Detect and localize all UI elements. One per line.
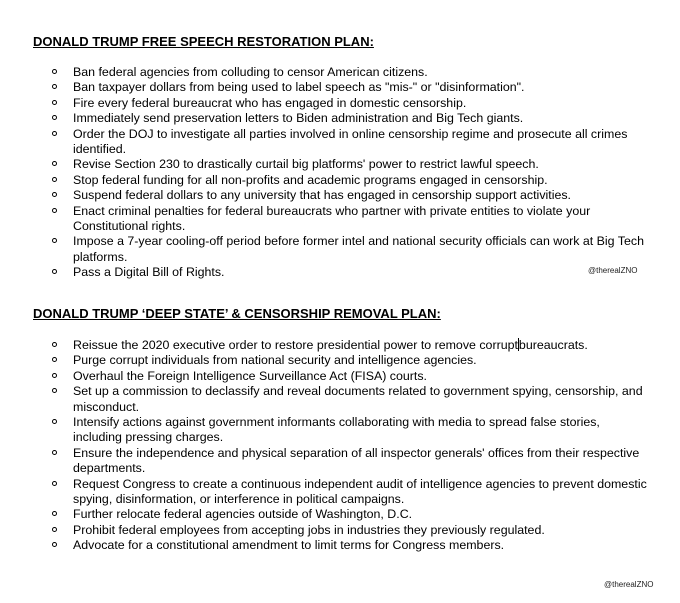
bullet-icon bbox=[52, 177, 57, 182]
list-item: Suspend federal dollars to any university that has engaged in censorship support activities. bbox=[52, 188, 652, 203]
list-item: Advocate for a constitutional amendment to limit terms for Congress members. bbox=[52, 538, 652, 553]
list-item: Revise Section 230 to drastically curtail big platforms' power to restrict lawful speech. bbox=[52, 157, 652, 172]
bullet-icon bbox=[52, 69, 57, 74]
bullet-icon bbox=[52, 419, 57, 424]
bullet-icon bbox=[52, 115, 57, 120]
deep-state-plan-list bbox=[52, 338, 652, 554]
free-speech-plan-title: DONALD TRUMP FREE SPEECH RESTORATION PLAN: bbox=[33, 34, 374, 49]
bullet-icon bbox=[52, 527, 57, 532]
bullet-icon bbox=[52, 357, 57, 362]
list-item: Stop federal funding for all non-profits and academic programs engaged in censorship. bbox=[52, 173, 652, 188]
list-item: Set up a commission to declassify and reveal documents related to government spying, censorship, and misconduct. bbox=[52, 384, 652, 415]
bullet-icon bbox=[52, 542, 57, 547]
list-item: Pass a Digital Bill of Rights. bbox=[52, 265, 652, 280]
list-item: Ban federal agencies from colluding to censor American citizens. bbox=[52, 65, 652, 80]
deep-state-plan-title: DONALD TRUMP ‘DEEP STATE’ & CENSORSHIP REMOVAL PLAN: bbox=[33, 306, 441, 321]
list-item: Impose a 7-year cooling-off period before former intel and national security officials can work at Big Tech platforms. bbox=[52, 234, 652, 265]
bullet-icon bbox=[52, 192, 57, 197]
list-item: Immediately send preservation letters to Biden administration and Big Tech giants. bbox=[52, 111, 652, 126]
list-item: Further relocate federal agencies outside of Washington, D.C. bbox=[52, 507, 652, 522]
bullet-icon bbox=[52, 161, 57, 166]
list-item: Intensify actions against government informants collaborating with media to spread false stories, including pressing charges. bbox=[52, 415, 652, 446]
bullet-icon bbox=[52, 238, 57, 243]
bullet-icon bbox=[52, 131, 57, 136]
bullet-icon bbox=[52, 373, 57, 378]
list-item: Ensure the independence and physical separation of all inspector generals' offices from their respective departments. bbox=[52, 446, 652, 477]
bullet-icon bbox=[52, 342, 57, 347]
list-item: Ban taxpayer dollars from being used to label speech as "mis-" or "disinformation". bbox=[52, 80, 652, 95]
bullet-icon bbox=[52, 481, 57, 486]
list-item: Order the DOJ to investigate all parties involved in online censorship regime and prosecute all crimes identified. bbox=[52, 127, 652, 158]
list-item: Prohibit federal employees from accepting jobs in industries they previously regulated. bbox=[52, 523, 652, 538]
list-item: Reissue the 2020 executive order to restore presidential power to remove corruptbureaucrats. bbox=[52, 338, 652, 353]
watermark-handle: @therealZNO bbox=[604, 580, 654, 589]
bullet-icon bbox=[52, 511, 57, 516]
list-item: Fire every federal bureaucrat who has engaged in domestic censorship. bbox=[52, 96, 652, 111]
bullet-icon bbox=[52, 269, 57, 274]
list-item: Purge corrupt individuals from national security and intelligence agencies. bbox=[52, 353, 652, 368]
bullet-icon bbox=[52, 84, 57, 89]
bullet-icon bbox=[52, 100, 57, 105]
bullet-icon bbox=[52, 388, 57, 393]
list-item: Request Congress to create a continuous independent audit of intelligence agencies to prevent domestic spying, disinformation, or interference in political campaigns. bbox=[52, 477, 652, 508]
bullet-icon bbox=[52, 208, 57, 213]
bullet-icon bbox=[52, 450, 57, 455]
watermark-handle: @therealZNO bbox=[588, 266, 638, 275]
free-speech-plan-list bbox=[52, 65, 652, 281]
list-item: Enact criminal penalties for federal bureaucrats who partner with private entities to violate your Constitutional rights. bbox=[52, 204, 652, 235]
list-item: Overhaul the Foreign Intelligence Surveillance Act (FISA) courts. bbox=[52, 369, 652, 384]
